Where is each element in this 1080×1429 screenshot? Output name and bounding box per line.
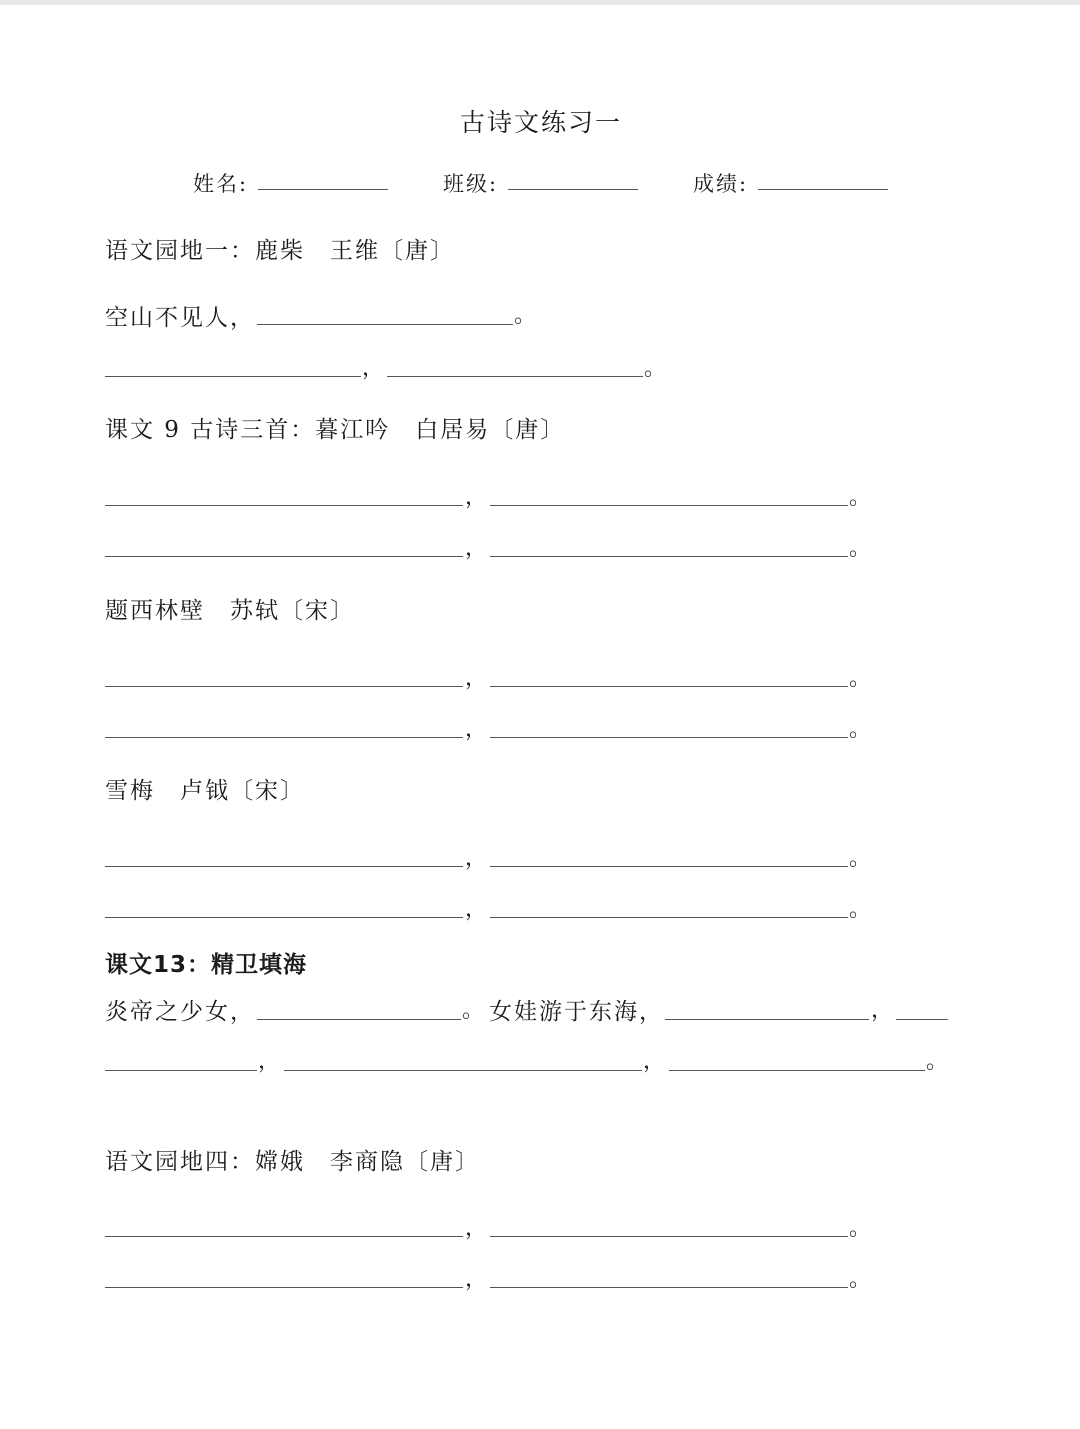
score-label: 成绩: (693, 172, 749, 196)
section-heading: 课文 9 古诗三首：暮江吟 白居易〔唐〕 (105, 417, 566, 443)
top-border (0, 0, 1080, 5)
answer-blank[interactable] (105, 505, 463, 506)
score-field[interactable] (758, 189, 888, 190)
comma-mark: ， (465, 1267, 488, 1292)
comma-mark: ， (465, 897, 488, 922)
answer-blank[interactable] (105, 1287, 463, 1288)
answer-blank[interactable] (105, 686, 463, 687)
answer-blank[interactable] (105, 376, 361, 377)
period-mark: 。 (849, 897, 872, 922)
answer-blank[interactable] (105, 917, 463, 918)
name-label: 姓名: (193, 172, 249, 196)
answer-blank[interactable] (105, 866, 463, 867)
answer-blank[interactable] (490, 556, 848, 557)
answer-blank[interactable] (490, 686, 848, 687)
answer-blank[interactable] (490, 1287, 848, 1288)
comma-mark: ， (465, 717, 488, 742)
section-heading: 雪梅 卢钺〔宋〕 (105, 778, 305, 804)
period-mark: 。 (849, 536, 872, 561)
answer-blank[interactable] (896, 1019, 948, 1020)
line-prefix: 炎帝之少女， (105, 999, 255, 1025)
comma-mark: ， (362, 356, 385, 381)
answer-blank[interactable] (105, 556, 463, 557)
section-heading: 语文园地一：鹿柴 王维〔唐〕 (105, 238, 455, 264)
period-mark: 。 (644, 356, 667, 381)
answer-blank[interactable] (257, 324, 513, 325)
class-field[interactable] (508, 189, 638, 190)
answer-blank[interactable] (490, 917, 848, 918)
comma-mark: ， (465, 485, 488, 510)
period-mark: 。 (849, 1216, 872, 1241)
answer-blank[interactable] (284, 1070, 642, 1071)
answer-blank[interactable] (665, 1019, 869, 1020)
comma-mark: ， (465, 1216, 488, 1241)
period-mark: 。 (849, 846, 872, 871)
period-mark: 。 (514, 303, 537, 328)
line-prefix: 空山不见人， (105, 305, 255, 331)
period-mark: 。 (926, 1049, 949, 1074)
comma-mark: ， (465, 536, 488, 561)
answer-blank[interactable] (490, 737, 848, 738)
comma-mark: ， (643, 1049, 666, 1074)
answer-blank[interactable] (257, 1019, 461, 1020)
answer-blank[interactable] (105, 1236, 463, 1237)
page-title: 古诗文练习一 (460, 108, 623, 137)
answer-blank[interactable] (669, 1070, 925, 1071)
answer-blank[interactable] (105, 1070, 257, 1071)
answer-blank[interactable] (490, 1236, 848, 1237)
answer-blank[interactable] (105, 737, 463, 738)
line-mid-text: 女娃游于东海， (489, 999, 664, 1025)
answer-blank[interactable] (490, 866, 848, 867)
comma-mark: ， (871, 998, 894, 1023)
answer-blank[interactable] (490, 505, 848, 506)
answer-blank[interactable] (387, 376, 643, 377)
name-field[interactable] (258, 189, 388, 190)
class-label: 班级: (443, 172, 499, 196)
period-mark: 。 (462, 998, 485, 1023)
comma-mark: ， (465, 666, 488, 691)
section-heading: 题西林壁 苏轼〔宋〕 (105, 598, 355, 624)
section-heading: 语文园地四：嫦娥 李商隐〔唐〕 (105, 1149, 480, 1175)
period-mark: 。 (849, 717, 872, 742)
section-heading: 课文13：精卫填海 (105, 952, 308, 978)
comma-mark: ， (258, 1049, 281, 1074)
period-mark: 。 (849, 485, 872, 510)
comma-mark: ， (465, 846, 488, 871)
period-mark: 。 (849, 666, 872, 691)
period-mark: 。 (849, 1267, 872, 1292)
